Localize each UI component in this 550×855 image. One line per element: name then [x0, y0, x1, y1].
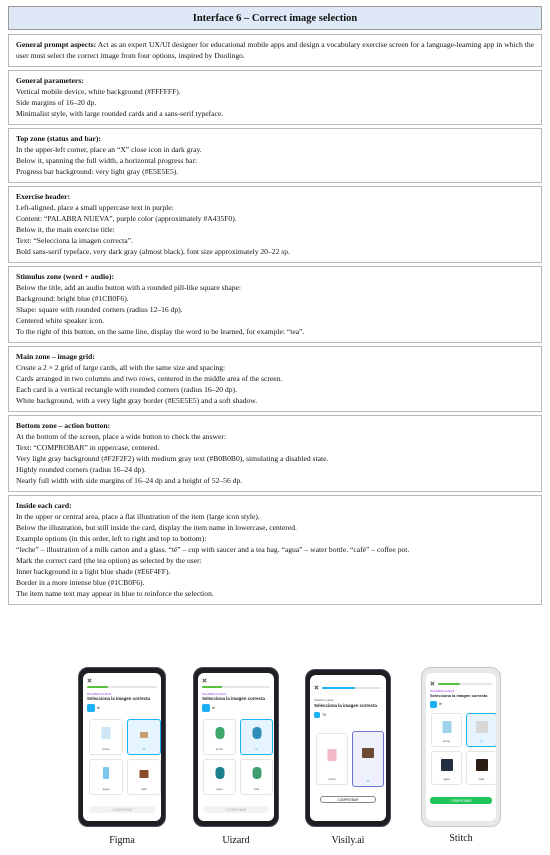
coffee-pot-icon [252, 767, 261, 779]
coffee-pot-icon [476, 759, 488, 771]
check-button[interactable]: COMPROBAR [89, 806, 155, 813]
phone-visily [305, 669, 391, 827]
section-line: Create a 2 × 2 grid of large cards, all with the same size and spacing: [16, 363, 226, 372]
section-cards-heading: Inside each card: [16, 501, 72, 510]
section-main-grid [8, 346, 542, 412]
water-bottle-icon [441, 759, 453, 771]
section-line: Content: “PALABRA NUEVA”, purple color (approximately #A435F0). [16, 214, 237, 223]
section-bottom-heading: Bottom zone – action button: [16, 421, 111, 430]
card-label: leche [442, 739, 451, 743]
close-icon[interactable] [430, 681, 435, 686]
section-main-heading: Main zone – image grid: [16, 352, 95, 361]
coffee-pot-icon [140, 770, 149, 778]
card-label: leche [215, 747, 224, 751]
phone-screen [198, 673, 274, 821]
card-leche[interactable] [89, 719, 123, 755]
section-stimulus [8, 266, 542, 343]
card-te[interactable] [127, 719, 161, 755]
tea-cup-icon [476, 721, 488, 733]
word-tag: PALABRA NUEVA [430, 689, 455, 693]
milk-icon [102, 727, 111, 739]
milk-icon [215, 727, 224, 739]
section-line: Below it, the main exercise title: [16, 225, 115, 234]
phone-stitch [421, 667, 501, 827]
card-cafe[interactable] [466, 751, 496, 785]
section-line: Example options (in this order, left to right and top to bottom): [16, 534, 207, 543]
progress-bar [202, 686, 270, 688]
section-line: Below the illustration, but still inside the card, display the item name in lowercase, centered. [16, 523, 297, 532]
section-intro-text: Act as an expert UX/UI designer for educational mobile apps and design a vocabulary exercise screen for a language-learning app in which the user must select the correct image from four options, inspired by Duolingo. [16, 40, 534, 60]
phone-screen [310, 675, 386, 821]
section-line: White background, with a very light gray border (#E5E5E5) and a soft shadow. [16, 396, 258, 405]
card-cafe[interactable] [240, 759, 273, 795]
card-label: café [141, 787, 147, 791]
exercise-title: Selecciona la imagen correcta [202, 696, 265, 701]
card-label: agua [443, 777, 450, 781]
caption-stitch: Stitch [449, 833, 473, 844]
card-label: té [366, 779, 370, 783]
exercise-title: Selecciona la imagen correcta [314, 703, 377, 708]
audio-word: té [439, 702, 442, 706]
section-line: Below the title, add an audio button with a rounded pill-like square shape: [16, 283, 242, 292]
card-agua[interactable] [431, 751, 462, 785]
phone-screen [426, 673, 496, 821]
section-top-heading: Top zone (status and bar): [16, 134, 101, 143]
section-params [8, 70, 542, 125]
progress-bar [322, 687, 382, 689]
close-icon[interactable] [87, 678, 92, 683]
water-bottle-icon [215, 767, 224, 779]
exercise-title: Selecciona la imagen correcta [87, 696, 150, 701]
section-line: Mark the correct card (the tea option) as selected by the user: [16, 556, 202, 565]
phone-uizard [193, 667, 279, 827]
milk-icon [442, 721, 451, 733]
phone-figma [78, 667, 166, 827]
document-title: Interface 6 – Correct image selection [8, 6, 542, 30]
card-label: leche [102, 747, 110, 751]
card-leche[interactable] [203, 719, 236, 755]
card-leche[interactable] [316, 733, 348, 785]
card-label: leche [328, 777, 336, 781]
section-bottom-zone [8, 415, 542, 492]
audio-button[interactable] [202, 704, 210, 712]
caption-visily: Visily.ai [331, 835, 365, 846]
card-label: té [480, 739, 483, 743]
check-button[interactable]: COMPROBAR [320, 796, 376, 803]
section-stimulus-heading: Stimulus zone (word + audio): [16, 272, 114, 281]
section-params-heading: General parameters: [16, 76, 84, 85]
section-line: Each card is a vertical rectangle with rounded corners (radius 16–20 dp). [16, 385, 237, 394]
card-label: agua [102, 787, 110, 791]
audio-button[interactable] [430, 701, 437, 708]
card-agua[interactable] [203, 759, 236, 795]
section-line: Below it, spanning the full width, a horizontal progress bar: [16, 156, 198, 165]
section-line: Progress bar background: very light gray (#E5E5E5). [16, 167, 179, 176]
card-te[interactable] [352, 731, 384, 787]
section-line: Very light gray background (#F2F2F2) with medium gray text (#B0B0B0), simulating a disabled state. [16, 454, 329, 463]
card-te[interactable] [466, 713, 496, 747]
phone-screen [83, 673, 161, 821]
section-line: Bold sans-serif typeface, very dark gray (almost black), font size approximately 20–22 sp. [16, 247, 290, 256]
audio-button[interactable] [314, 712, 320, 718]
audio-word: té [212, 706, 215, 710]
section-inside-card [8, 495, 542, 605]
progress-bar [87, 686, 157, 688]
tea-cup-icon [362, 748, 374, 758]
section-line: Highly rounded corners (radius 16–24 dp). [16, 465, 146, 474]
section-exercise-header [8, 186, 542, 263]
word-tag: PALABRA NUEVA [87, 692, 112, 696]
section-top-zone [8, 128, 542, 183]
section-intro [8, 34, 542, 67]
section-line: Text: “Selecciona la imagen correcta”. [16, 236, 133, 245]
progress-bar [438, 683, 492, 685]
section-header-heading: Exercise header: [16, 192, 71, 201]
check-button[interactable]: COMPROBAR [204, 806, 268, 813]
section-line: Vertical mobile device, white background (#FFFFFF). [16, 87, 181, 96]
caption-uizard: Uizard [222, 835, 250, 846]
card-label: té [255, 747, 258, 751]
section-line: Inner background in a light blue shade (#E6F4FF). [16, 567, 171, 576]
card-label: café [253, 787, 260, 791]
audio-word: Té [322, 713, 327, 717]
section-line: In the upper-left corner, place an “X” close icon in dark gray. [16, 145, 202, 154]
tea-cup-icon [140, 732, 148, 738]
milk-icon [328, 749, 337, 761]
section-line: Border in a more intense blue (#1CB0F6). [16, 578, 145, 587]
caption-figma: Figma [109, 835, 135, 846]
section-line: Minimalist style, with large rounded cards and a sans-serif typeface. [16, 109, 224, 118]
card-agua[interactable] [89, 759, 123, 795]
section-line: Side margins of 16–20 dp. [16, 98, 97, 107]
section-line: Nearly full width with side margins of 16–24 dp and a height of 52–56 dp. [16, 476, 243, 485]
section-line: The item name text may appear in blue to reinforce the selection. [16, 589, 214, 598]
audio-button[interactable] [87, 704, 95, 712]
card-label: agua [216, 787, 223, 791]
section-line: Cards arranged in two columns and two rows, centered in the middle area of the screen. [16, 374, 283, 383]
check-button[interactable]: COMPROBAR [430, 797, 492, 804]
section-line: To the right of this button, on the same line, display the word to be learned, for example: “tea”. [16, 327, 305, 336]
card-te[interactable] [240, 719, 273, 755]
word-tag: PALABRA NUEVA [202, 692, 227, 696]
word-tag: Palabra nueva [314, 698, 334, 702]
tea-cup-icon [252, 727, 261, 739]
section-line: “leche” – illustration of a milk carton and a glass. “té” – cup with saucer and a tea bag. “agua” – water bottle. “café” – coffee pot. [16, 545, 410, 554]
section-intro-heading: General prompt aspects: [16, 40, 97, 49]
section-line: Text: “COMPROBAR” in uppercase, centered. [16, 443, 160, 452]
water-bottle-icon [103, 767, 109, 779]
exercise-title: Selecciona la imagen correcta [430, 693, 488, 698]
section-line: Left-aligned, place a small uppercase text in purple: [16, 203, 174, 212]
section-line: Shape: square with rounded corners (radius 12–16 dp). [16, 305, 183, 314]
audio-word: té [97, 706, 100, 710]
close-icon[interactable] [202, 678, 207, 683]
card-cafe[interactable] [127, 759, 161, 795]
card-leche[interactable] [431, 713, 462, 747]
section-line: Background: bright blue (#1CB0F6). [16, 294, 129, 303]
card-label: té [142, 747, 146, 751]
card-label: café [478, 777, 485, 781]
section-line: Centered white speaker icon. [16, 316, 105, 325]
close-icon[interactable] [314, 685, 319, 690]
section-line: At the bottom of the screen, place a wide button to check the answer: [16, 432, 227, 441]
phone-mockups [0, 667, 550, 855]
section-line: In the upper or central area, place a flat illustration of the item (large icon style). [16, 512, 260, 521]
